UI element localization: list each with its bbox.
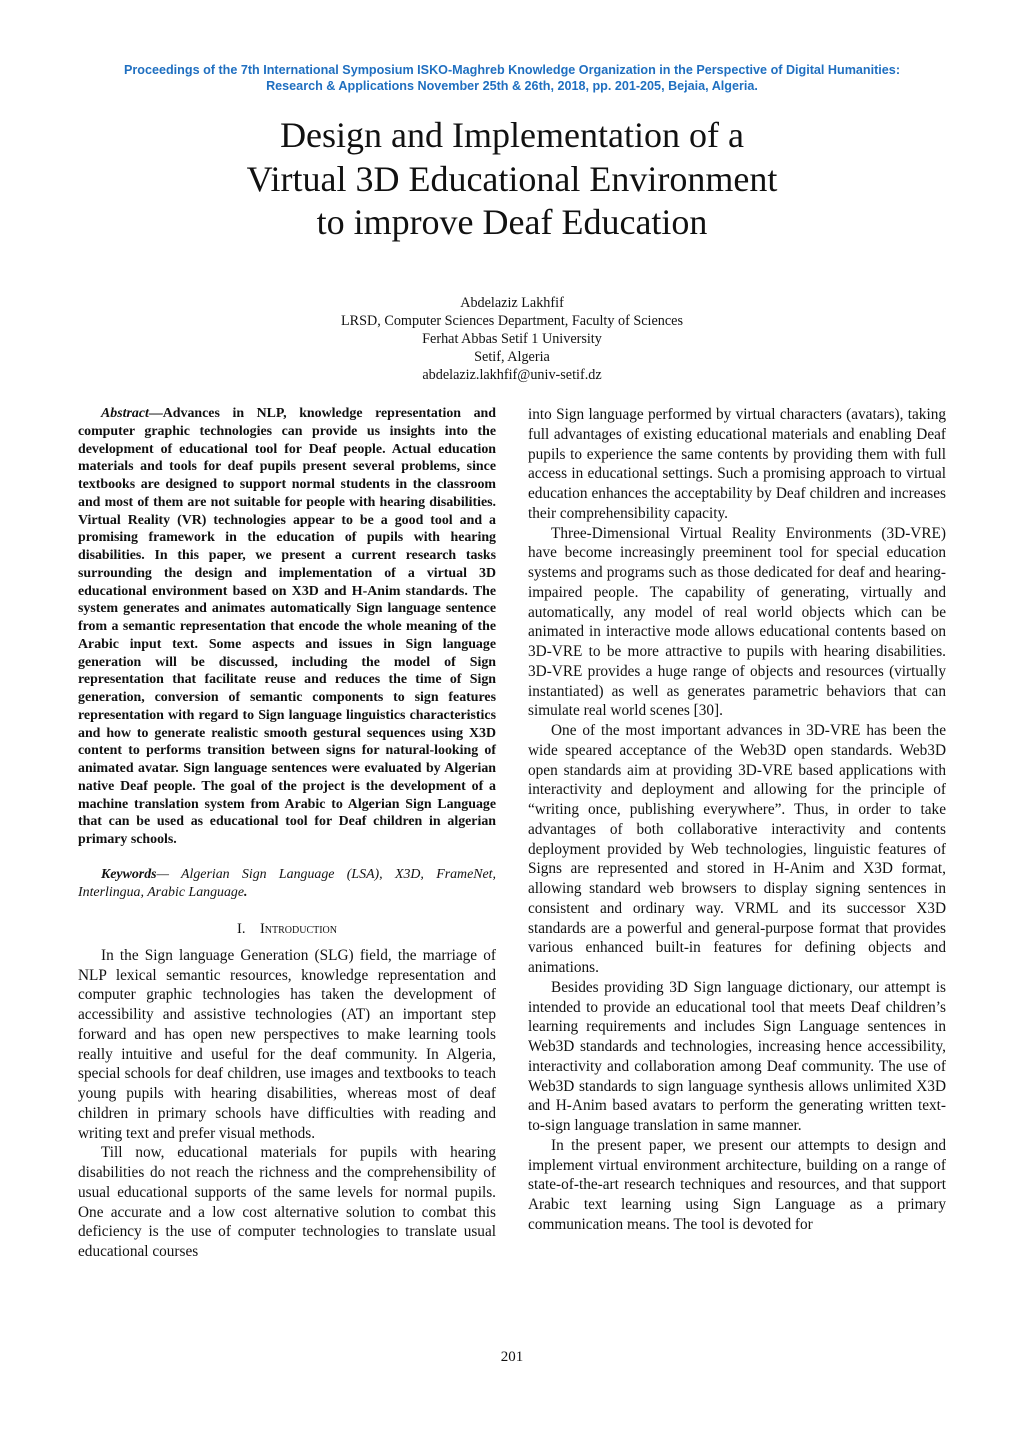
paragraph: In the present paper, we present our attempts to design and implement virtual environment architecture, building on a range of state-of-the-art research techniques and resources, and that support Arabic text learning using Sign Language as a primary communication means. The tool is devoted for [528,1136,946,1233]
proceedings-header [0,62,1024,94]
paragraph: Three-Dimensional Virtual Reality Environments (3D-VRE) have become increasingly preeminent tool for special education systems and programs such as those dedicated for deaf and hearing-impaired people. The capability of generating, virtually and automatically, any model of real world objects which can be animated in interactive mode allows educational contents based on 3D-VRE to be more attractive to pupils with hearing disabilities. 3D-VRE provides a huge range of objects and resources (virtually instantiated) as well as generates parametric behaviors that can simulate real world scenes [30]. [528,524,946,720]
section-number: I. [236,920,246,937]
right-column [528,405,946,1235]
keywords [78,866,496,902]
title-line-2: Virtual 3D Educational Environment [246,158,778,199]
left-column [78,405,496,1262]
paragraph: into Sign language performed by virtual characters (avatars), taking full advantages of existing educational materials and enabling Deaf pupils to experience the same contents by providing them with full access in educational settings. Such a promising approach to virtual education enhances the acceptability by Deaf children and increases their comprehensibility capacity. [528,406,946,522]
author-lab: LRSD, Computer Sciences Department, Faculty of Sciences [341,313,683,329]
title-line-3: to improve Deaf Education [316,202,708,242]
header-line-1: Proceedings of the 7th International Symposium ISKO-Maghreb Knowledge Organization in the Perspective of Digital Humanities: [123,63,901,77]
paper-title [0,114,1024,245]
paragraph: Besides providing 3D Sign language dictionary, our attempt is intended to provide an educational tool that meets Deaf children’s learning requirements and includes Sign Language sentences in Web3D standards and technologies, increasing hence accessibility, interactivity and collaboration among Deaf community. The use of Web3D standards to sign language synthesis allows unlimited X3D and H-Anim based avatars to perform the generating written text-to-sign language translation in same manner. [528,978,946,1134]
abstract [78,405,496,849]
abstract-dash: — [148,406,163,421]
keywords-dash: — [156,866,169,882]
author-email: abdelaziz.lakhfif@univ-setif.dz [422,367,602,383]
section-title: Introduction [259,920,337,937]
keywords-end: . [244,884,248,900]
abstract-label: Abstract [101,406,149,421]
author-location: Setif, Algeria [474,349,550,365]
paragraph: In the Sign language Generation (SLG) field, the marriage of NLP lexical semantic resources, knowledge representation and computer graphic technologies has taken the development of accessibility and assistive technologies (AT) an important step forward and has open new perspectives to make learning tools really intuitive and useful for the deaf community. In Algeria, special schools for deaf children, use images and textbooks to teach young pupils with hearing disabilities, whereas most of deaf children in primary schools have difficulties with reading and writing text and prefer visual methods. [78,946,496,1142]
keywords-text: Algerian Sign Language (LSA), X3D, FrameNet, Interlingua, Arabic Language [78,866,496,900]
paragraph: One of the most important advances in 3D-VRE has been the wide speared acceptance of the Web3D open standards. Web3D open standards aim at providing 3D-VRE based applications with interactivity and deployment and allowing for the principle of “writing once, publishing everywhere”. Thus, in order to take advantages of both collaborative interactivity and contents deployment provided by Web technologies, linguistic features of Signs are represented and stored in H-Anim and X3D format, allowing standard web browsers to display signing sentences in consistent and ordinary way. VRML and its successor X3D standards are a powerful and general-purpose format that provides various enhanced built-in features for defining objects and animations. [528,722,946,976]
keywords-label: Keywords [101,866,157,882]
page-number: 201 [500,1349,524,1365]
author-name: Abdelaziz Lakhfif [460,295,564,311]
author-university: Ferhat Abbas Setif 1 University [422,331,602,347]
section-heading [78,919,496,939]
paragraph: Till now, educational materials for pupils with hearing disabilities do not reach the richness and the comprehensibility of usual educational supports of the same levels for normal pupils. One accurate and a low cost alternative solution to combat this deficiency is the use of computer technologies to translate usual educational courses [78,1144,496,1260]
header-line-2: Research & Applications November 25th & 26th, 2018, pp. 201-205, Bejaia, Algeria. [266,79,758,93]
author-block [0,294,1024,384]
title-line-1: Design and Implementation of a [280,115,744,155]
abstract-text: Advances in NLP, knowledge representation and computer graphic technologies can provide us insights into the development of educational tool for Deaf people. Actual education materials and tools for deaf pupils present several problems, since textbooks are designed to support normal students in the classroom and most of them are not suitable for people with hearing disabilities. Virtual Reality (VR) technologies appear to be a good tool and a promising framework in the education of pupils with hearing disabilities. In this paper, we present a current research tasks surrounding the design and implementation of a virtual 3D educational environment based on X3D and H-Anim standards. The system generates and animates automatically Sign language sentence from a semantic representation that encode the whole meaning of the Arabic input text. Some aspects and issues in Sign language generation will be discussed, including the model of Sign representation that facilitate reuse and reduces the time of Sign generation, conversion of semantic components to sign features representation with regard to Sign language linguistics characteristics and how to generate realistic smooth gestural sequences using X3D content to performs transition between signs for natural-looking of animated avatar. Sign language sentences were evaluated by Algerian native Deaf people. The goal of the project is the development of a machine translation system from Arabic to Algerian Sign Language that can be used as educational tool for Deaf children in algerian primary schools. [78,406,496,847]
